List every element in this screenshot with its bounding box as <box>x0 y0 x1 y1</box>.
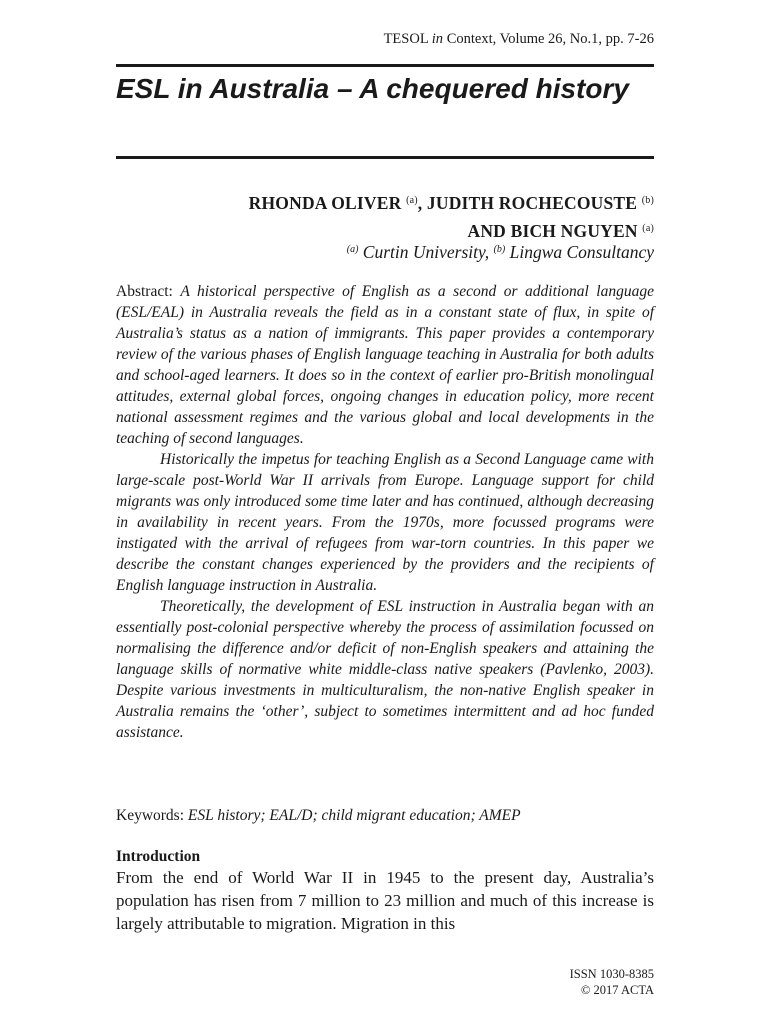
affiliation-marker: (b) <box>493 244 506 255</box>
title-top-rule <box>116 64 654 67</box>
title-bottom-rule <box>116 156 654 159</box>
running-head <box>384 31 654 48</box>
affiliations <box>116 238 654 264</box>
abstract-paragraph-2: Historically the impetus for teaching English as a Second Language came with large-scale post-World War II arrivals from Europe. Language support for child migrants was only introduced some time later and has continued, although decreasing in availability in recent years. From the 1970s, more focussed programs were instigated with the arrival of refugees from war-torn countries. In this paper we describe the constant changes experienced by the providers and the recipients of English language instruction in Australia. <box>116 451 654 594</box>
abstract-label: Abstract: <box>116 283 181 300</box>
keywords-label: Keywords: <box>116 807 188 824</box>
abstract-paragraph-3: Theoretically, the development of ESL instruction in Australia began with an essentially post-colonial perspective whereby the process of assimilation focussed on normalising the difference and/or deficit of non-English speakers and attaining the language skills of normative white middle-class native speakers (Pavlenko, 2003). Despite various investments in multiculturalism, the non-native English speaker in Australia remains the ‘other’, subject to sometimes intermittent and ad hoc funded assistance. <box>116 598 654 741</box>
journal-page <box>116 0 654 1024</box>
affiliation-marker: (a) <box>642 223 654 234</box>
author-list <box>116 188 654 244</box>
affiliation-curtin: Curtin University, <box>358 242 494 262</box>
abstract <box>116 281 654 743</box>
author-nguyen: AND BICH NGUYEN <box>467 221 643 241</box>
affiliation-lingwa: Lingwa Consultancy <box>505 242 654 262</box>
running-head-journal: TESOL <box>383 31 432 47</box>
issn-number: ISSN 1030-8385 <box>569 967 654 981</box>
running-head-italic: in <box>431 31 444 47</box>
keywords-list: ESL history; EAL/D; child migrant education; AMEP <box>187 807 521 824</box>
abstract-paragraph-1: A historical perspective of English as a second or additional language (ESL/EAL) in Australia reveals the field as in a constant state of flux, in spite of Australia’s status as a nation of immigrants. This paper provides a contemporary review of the various phases of English language teaching in Australia for both adults and school-aged learners. It does so in the context of earlier pro-British monolingual attitudes, external global forces, ongoing changes in education policy, more recent national assessment regimes and the various global and local developments in the teaching of second languages. <box>116 283 654 447</box>
introduction-paragraph: From the end of World War II in 1945 to the present day, Australia’s population has risen from 7 million to 23 million and much of this increase is largely attributable to migration. Migration in this <box>116 868 654 933</box>
keywords <box>116 805 654 826</box>
article-title: ESL in Australia – A chequered history <box>116 73 629 104</box>
running-head-volume: Context, Volume 26, No.1, pp. 7-26 <box>443 31 654 47</box>
affiliation-marker: (a) <box>406 195 418 206</box>
author-oliver: RHONDA OLIVER <box>248 193 407 213</box>
author-rochecouste: , JUDITH ROCHECOUSTE <box>417 193 642 213</box>
footer-issn <box>570 966 654 998</box>
copyright-notice: © 2017 ACTA <box>580 983 654 997</box>
section-heading-introduction: Introduction <box>116 848 201 865</box>
affiliation-marker: (a) <box>346 244 359 255</box>
affiliation-marker: (b) <box>641 195 654 206</box>
